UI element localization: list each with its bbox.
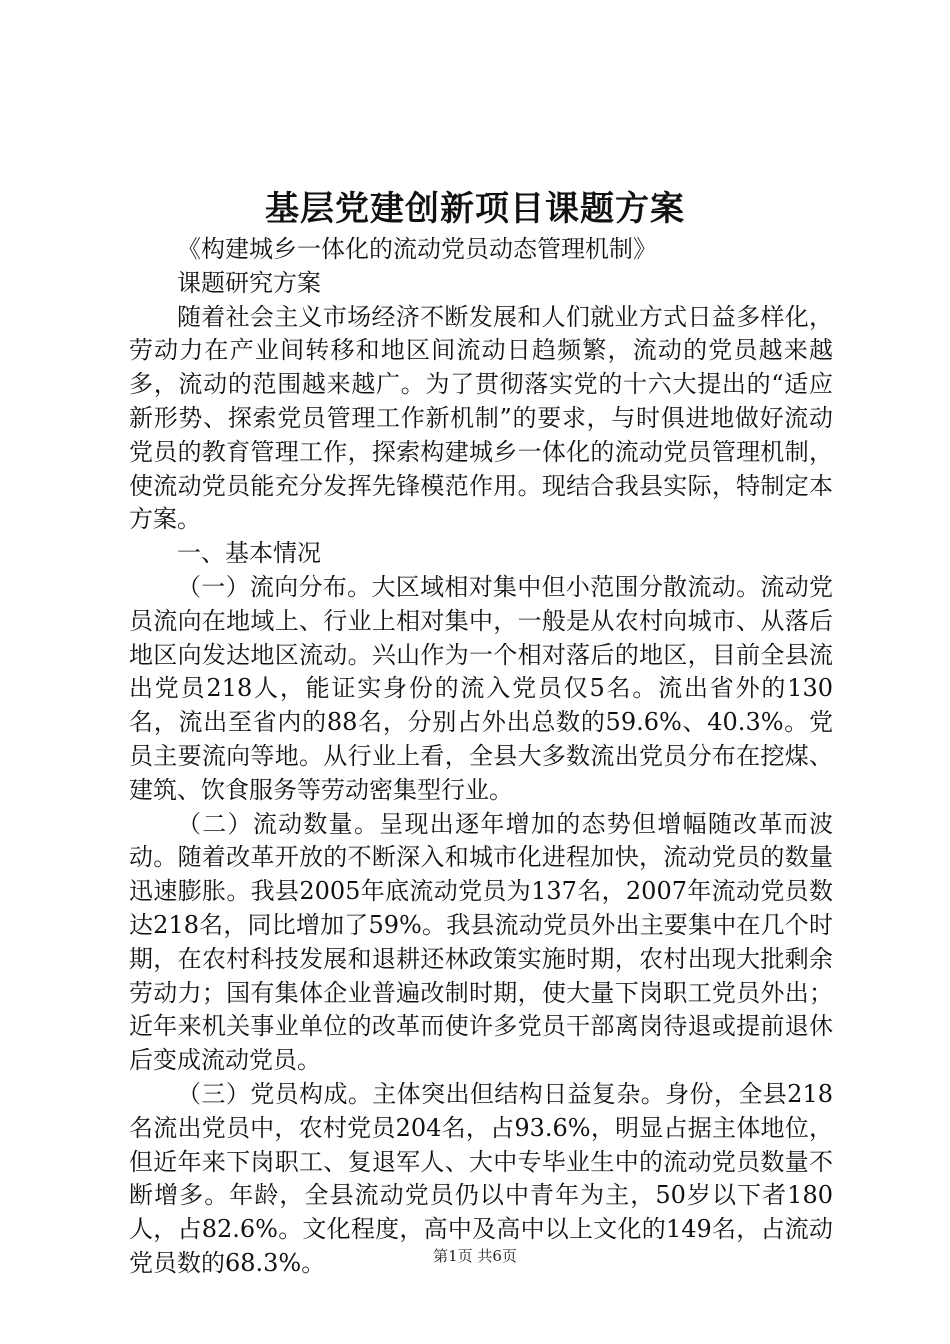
document-title: 基层党建创新项目课题方案 <box>265 189 685 229</box>
page-number-footer: 第1页 共6页 <box>433 1247 517 1265</box>
plan-label-paragraph: 课题研究方案 <box>177 268 321 297</box>
subject-title-paragraph: 《构建城乡一体化的流动党员动态管理机制》 <box>177 235 657 263</box>
flow-quantity-paragraph: （二）流动数量。呈现出逐年增加的态势但增幅随改革而波动。随着改革开放的不断深入和城市化进程加快，流动党员的数量迅速膨胀。我县2005年底流动党员为137名，2007年流动党员数达218名，同比增加了59%。我县流动党员外出主要集中在几个时期，在农村科技发展和退耕还林政策实施时期，农村出现大批剩余劳动力；国有集体企业普遍改制时期，使大量下岗职工党员外出；近年来机关事业单位的改革而使许多党员干部离岗待退或提前退休后变成流动党员。 <box>129 809 833 1075</box>
intro-paragraph: 随着社会主义市场经济不断发展和人们就业方式日益多样化，劳动力在产业间转移和地区间流动日趋频繁，流动的党员越来越多，流动的范围越来越广。为了贯彻落实党的十六大提出的“适应新形势、探索党员管理工作新机制”的要求，与时俱进地做好流动党员的教育管理工作，探索构建城乡一体化的流动党员管理机制，使流动党员能充分发挥先锋模范作用。现结合我县实际，特制定本方案。 <box>129 302 833 534</box>
member-composition-paragraph: （三）党员构成。主体突出但结构日益复杂。身份，全县218名流出党员中，农村党员204名，占93.6%，明显占据主体地位，但近年来下岗职工、复退军人、大中专毕业生中的流动党员数量不断增多。年龄，全县流动党员仍以中青年为主，50岁以下者180人，占82.6%。文化程度，高中及高中以上文化的149名，占流动党员数的68.3%。 <box>129 1079 833 1277</box>
section-heading: 一、基本情况 <box>177 539 321 568</box>
flow-distribution-paragraph: （一）流向分布。大区域相对集中但小范围分散流动。流动党员流向在地域上、行业上相对集中，一般是从农村向城市、从落后地区向发达地区流动。兴山作为一个相对落后的地区，目前全县流出党员218人，能证实身份的流入党员仅5名。流出省外的130名，流出至省内的88名，分别占外出总数的59.6%、40.3%。党员主要流向等地。从行业上看，全县大多数流出党员分布在挖煤、建筑、饮食服务等劳动密集型行业。 <box>129 572 833 804</box>
document-body <box>129 233 833 1281</box>
